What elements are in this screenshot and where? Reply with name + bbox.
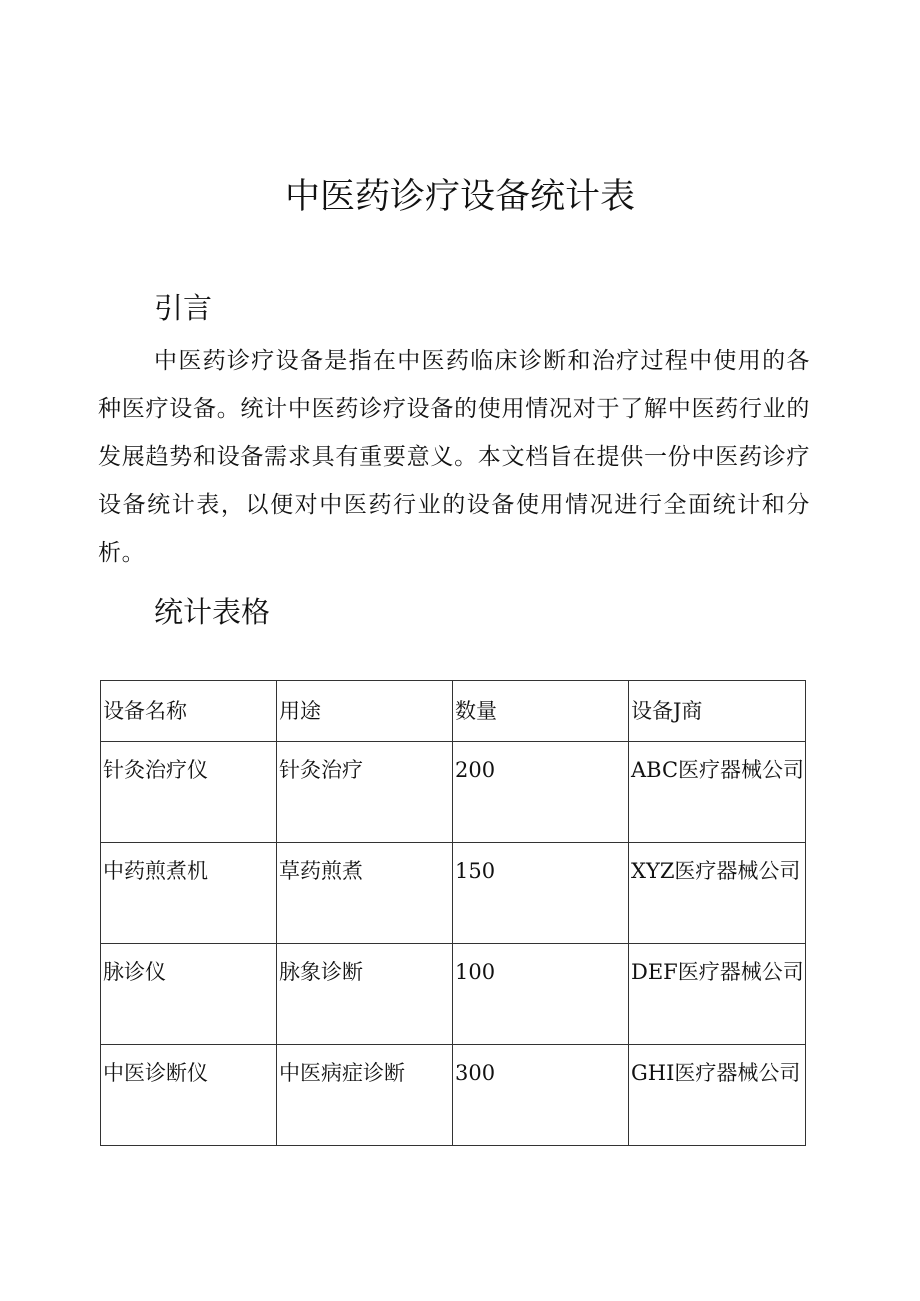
- intro-heading: 引言: [154, 291, 213, 325]
- cell-purpose: 脉象诊断: [277, 944, 453, 1045]
- header-purpose: 用途: [277, 681, 453, 742]
- cell-purpose: 针灸治疗: [277, 742, 453, 843]
- header-equipment-name: 设备名称: [101, 681, 277, 742]
- table-header-row: [101, 681, 806, 742]
- cell-manufacturer: XYZ医疗器械公司: [629, 843, 806, 944]
- cell-manufacturer: GHI医疗器械公司: [629, 1045, 806, 1146]
- table-row: [101, 843, 806, 944]
- table-row: [101, 944, 806, 1045]
- cell-equipment-name: 针灸治疗仪: [101, 742, 277, 843]
- equipment-stats-table: [100, 680, 806, 1146]
- intro-paragraph: 中医药诊疗设备是指在中医药临床诊断和治疗过程中使用的各种医疗设备。统计中医药诊疗设备的使用情况对于了解中医药行业的发展趋势和设备需求具有重要意义。本文档旨在提供一份中医药诊疗设备统计表，以便对中医药行业的设备使用情况进行全面统计和分析。: [98, 348, 810, 566]
- cell-manufacturer: ABC医疗器械公司: [629, 742, 806, 843]
- cell-purpose: 中医病症诊断: [277, 1045, 453, 1146]
- header-manufacturer: 设备J商: [629, 681, 806, 742]
- cell-quantity: 300: [453, 1045, 629, 1146]
- cell-equipment-name: 中药煎煮机: [101, 843, 277, 944]
- cell-quantity: 150: [453, 843, 629, 944]
- document-title: 中医药诊疗设备统计表: [284, 177, 635, 217]
- table-row: [101, 1045, 806, 1146]
- cell-quantity: 100: [453, 944, 629, 1045]
- cell-manufacturer: DEF医疗器械公司: [629, 944, 806, 1045]
- cell-quantity: 200: [453, 742, 629, 843]
- table-row: [101, 742, 806, 843]
- cell-equipment-name: 脉诊仪: [101, 944, 277, 1045]
- cell-purpose: 草药煎煮: [277, 843, 453, 944]
- table-heading: 统计表格: [154, 595, 271, 629]
- cell-equipment-name: 中医诊断仪: [101, 1045, 277, 1146]
- header-quantity: 数量: [453, 681, 629, 742]
